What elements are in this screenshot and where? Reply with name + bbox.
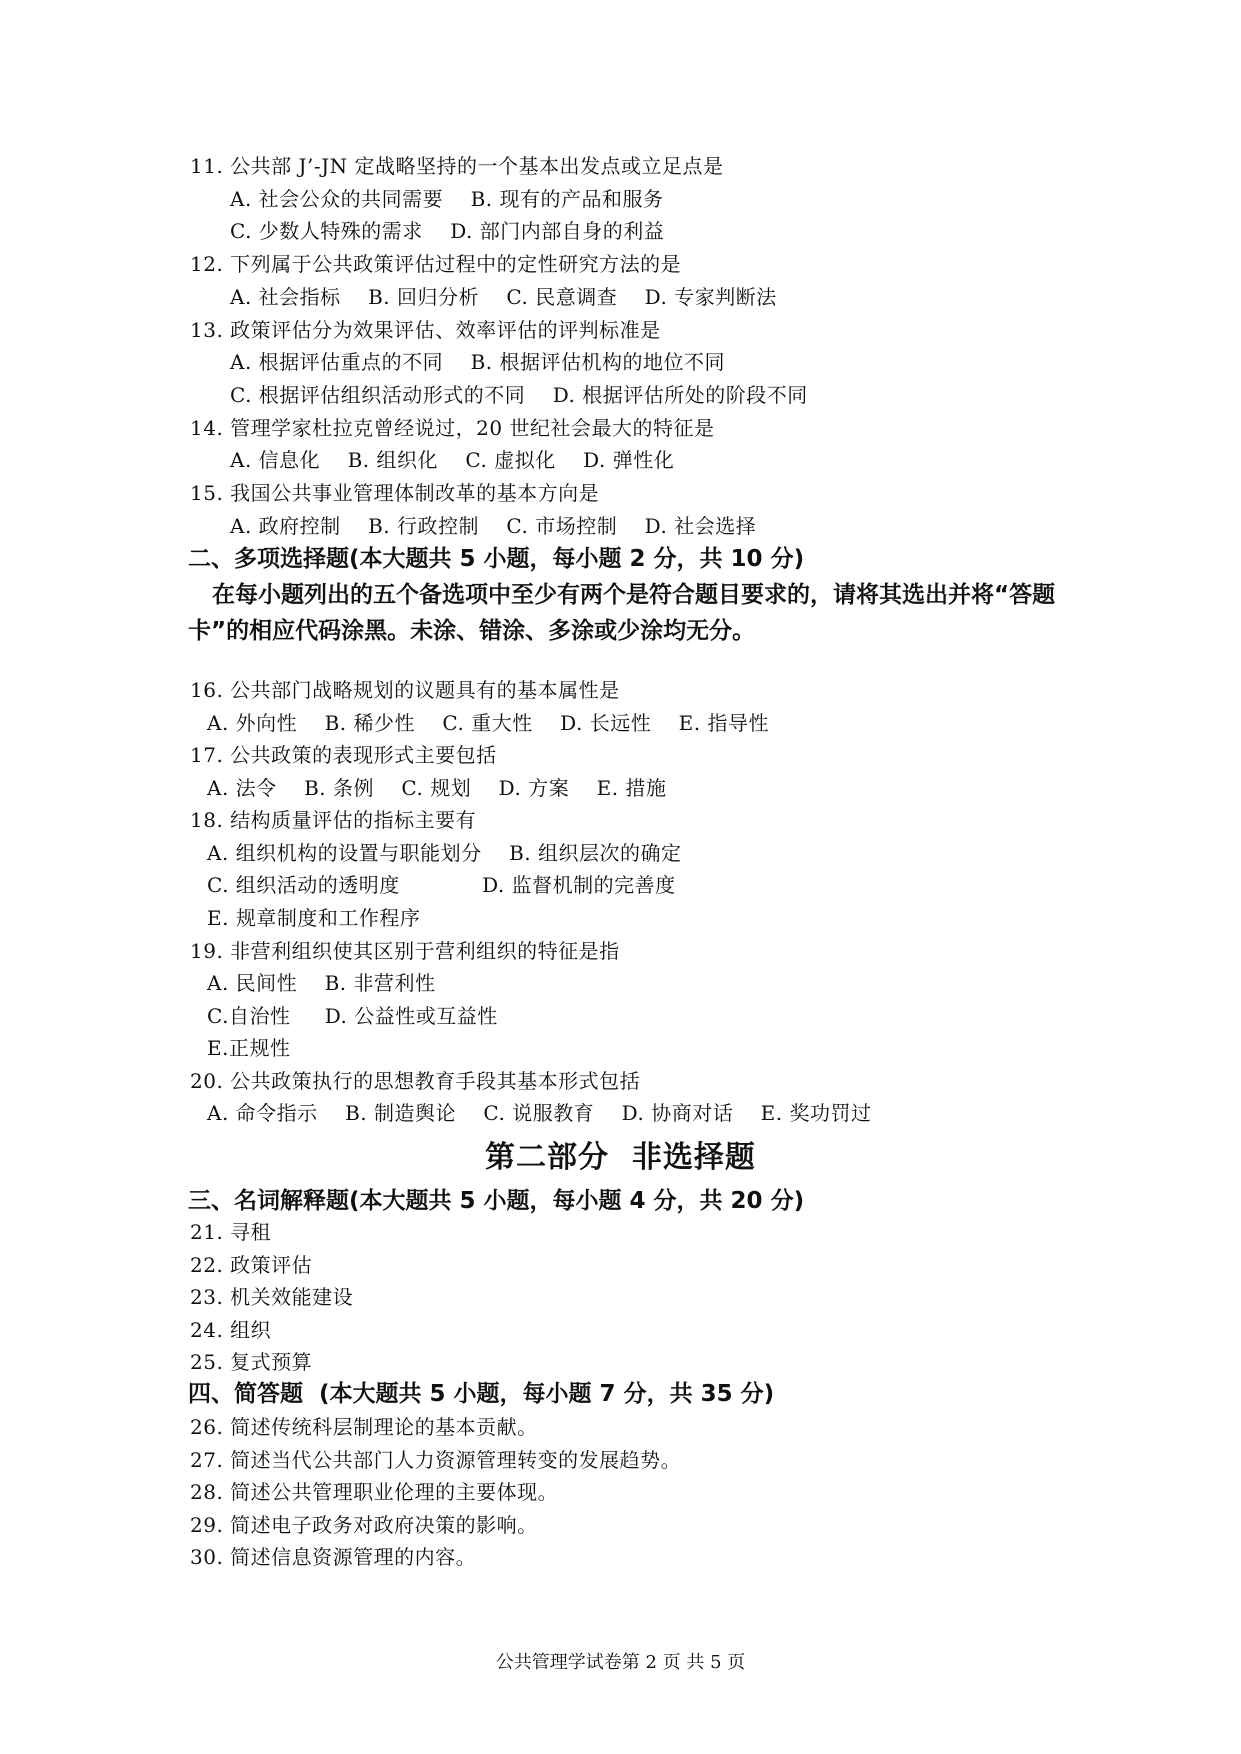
question-16-options-row1: A. 外向性 B. 稀少性 C. 重大性 D. 长远性 E. 指导性 bbox=[207, 711, 769, 735]
question-13-stem: 13. 政策评估分为效果评估、效率评估的评判标准是 bbox=[190, 318, 661, 342]
section-2-heading: 二、多项选择题(本大题共 5 小题，每小题 2 分，共 10 分) bbox=[188, 546, 805, 572]
question-26: 26. 简述传统科层制理论的基本贡献。 bbox=[190, 1415, 538, 1439]
question-12-options-row1: A. 社会指标 B. 回归分析 C. 民意调查 D. 专家判断法 bbox=[230, 285, 777, 309]
question-14-stem: 14. 管理学家杜拉克曾经说过，20 世纪社会最大的特征是 bbox=[190, 416, 715, 440]
question-17-stem: 17. 公共政策的表现形式主要包括 bbox=[190, 743, 497, 767]
question-20-stem: 20. 公共政策执行的思想教育手段其基本形式包括 bbox=[190, 1069, 641, 1093]
question-19-options-row3: E.正规性 bbox=[207, 1036, 291, 1060]
question-15-stem: 15. 我国公共事业管理体制改革的基本方向是 bbox=[190, 481, 600, 505]
question-18-options-row2: C. 组织活动的透明度 D. 监督机制的完善度 bbox=[207, 873, 676, 897]
question-19-options-row2: C.自治性 D. 公益性或互益性 bbox=[207, 1004, 498, 1028]
question-22: 22. 政策评估 bbox=[190, 1253, 313, 1277]
question-16-stem: 16. 公共部门战略规划的议题具有的基本属性是 bbox=[190, 678, 620, 702]
question-13-options-row1: A. 根据评估重点的不同 B. 根据评估机构的地位不同 bbox=[230, 350, 725, 374]
section-2-instruction: 在每小题列出的五个备选项中至少有两个是符合题目要求的，请将其选出并将“答题卡”的相应代码涂黑。未涂、错涂、多涂或少涂均无分。 bbox=[188, 582, 1056, 644]
question-15-options-row1: A. 政府控制 B. 行政控制 C. 市场控制 D. 社会选择 bbox=[230, 514, 757, 538]
question-27: 27. 简述当代公共部门人力资源管理转变的发展趋势。 bbox=[190, 1448, 682, 1472]
section-3-heading: 三、名词解释题(本大题共 5 小题，每小题 4 分，共 20 分) bbox=[188, 1188, 805, 1214]
question-13-options-row2: C. 根据评估组织活动形式的不同 D. 根据评估所处的阶段不同 bbox=[230, 383, 808, 407]
question-19-options-row1: A. 民间性 B. 非营利性 bbox=[207, 971, 436, 995]
question-17-options-row1: A. 法令 B. 条例 C. 规划 D. 方案 E. 措施 bbox=[207, 776, 667, 800]
question-18-stem: 18. 结构质量评估的指标主要有 bbox=[190, 808, 477, 832]
question-29: 29. 简述电子政务对政府决策的影响。 bbox=[190, 1513, 538, 1537]
question-14-options-row1: A. 信息化 B. 组织化 C. 虚拟化 D. 弹性化 bbox=[230, 448, 675, 472]
question-28: 28. 简述公共管理职业伦理的主要体现。 bbox=[190, 1480, 559, 1504]
question-21: 21. 寻租 bbox=[190, 1220, 272, 1244]
question-23: 23. 机关效能建设 bbox=[190, 1285, 354, 1309]
question-12-stem: 12. 下列属于公共政策评估过程中的定性研究方法的是 bbox=[190, 252, 682, 276]
page-footer: 公共管理学试卷第 2 页 共 5 页 bbox=[495, 1652, 746, 1673]
question-19-stem: 19. 非营利组织使其区别于营利组织的特征是指 bbox=[190, 939, 620, 963]
question-11-options-row2: C. 少数人特殊的需求 D. 部门内部自身的利益 bbox=[230, 219, 665, 243]
question-24: 24. 组织 bbox=[190, 1318, 272, 1342]
part-2-title: 第二部分 非选择题 bbox=[485, 1140, 756, 1175]
question-18-options-row1: A. 组织机构的设置与职能划分 B. 组织层次的确定 bbox=[207, 841, 682, 865]
question-11-options-row1: A. 社会公众的共同需要 B. 现有的产品和服务 bbox=[230, 187, 664, 211]
question-11-stem: 11. 公共部 J’-JN 定战略坚持的一个基本出发点或立足点是 bbox=[190, 154, 724, 178]
question-18-options-row3: E. 规章制度和工作程序 bbox=[207, 906, 421, 930]
question-30: 30. 简述信息资源管理的内容。 bbox=[190, 1545, 477, 1569]
question-25: 25. 复式预算 bbox=[190, 1350, 313, 1374]
section-4-heading: 四、简答题 (本大题共 5 小题，每小题 7 分，共 35 分) bbox=[188, 1381, 775, 1407]
question-20-options-row1: A. 命令指示 B. 制造舆论 C. 说服教育 D. 协商对话 E. 奖功罚过 bbox=[207, 1101, 872, 1125]
